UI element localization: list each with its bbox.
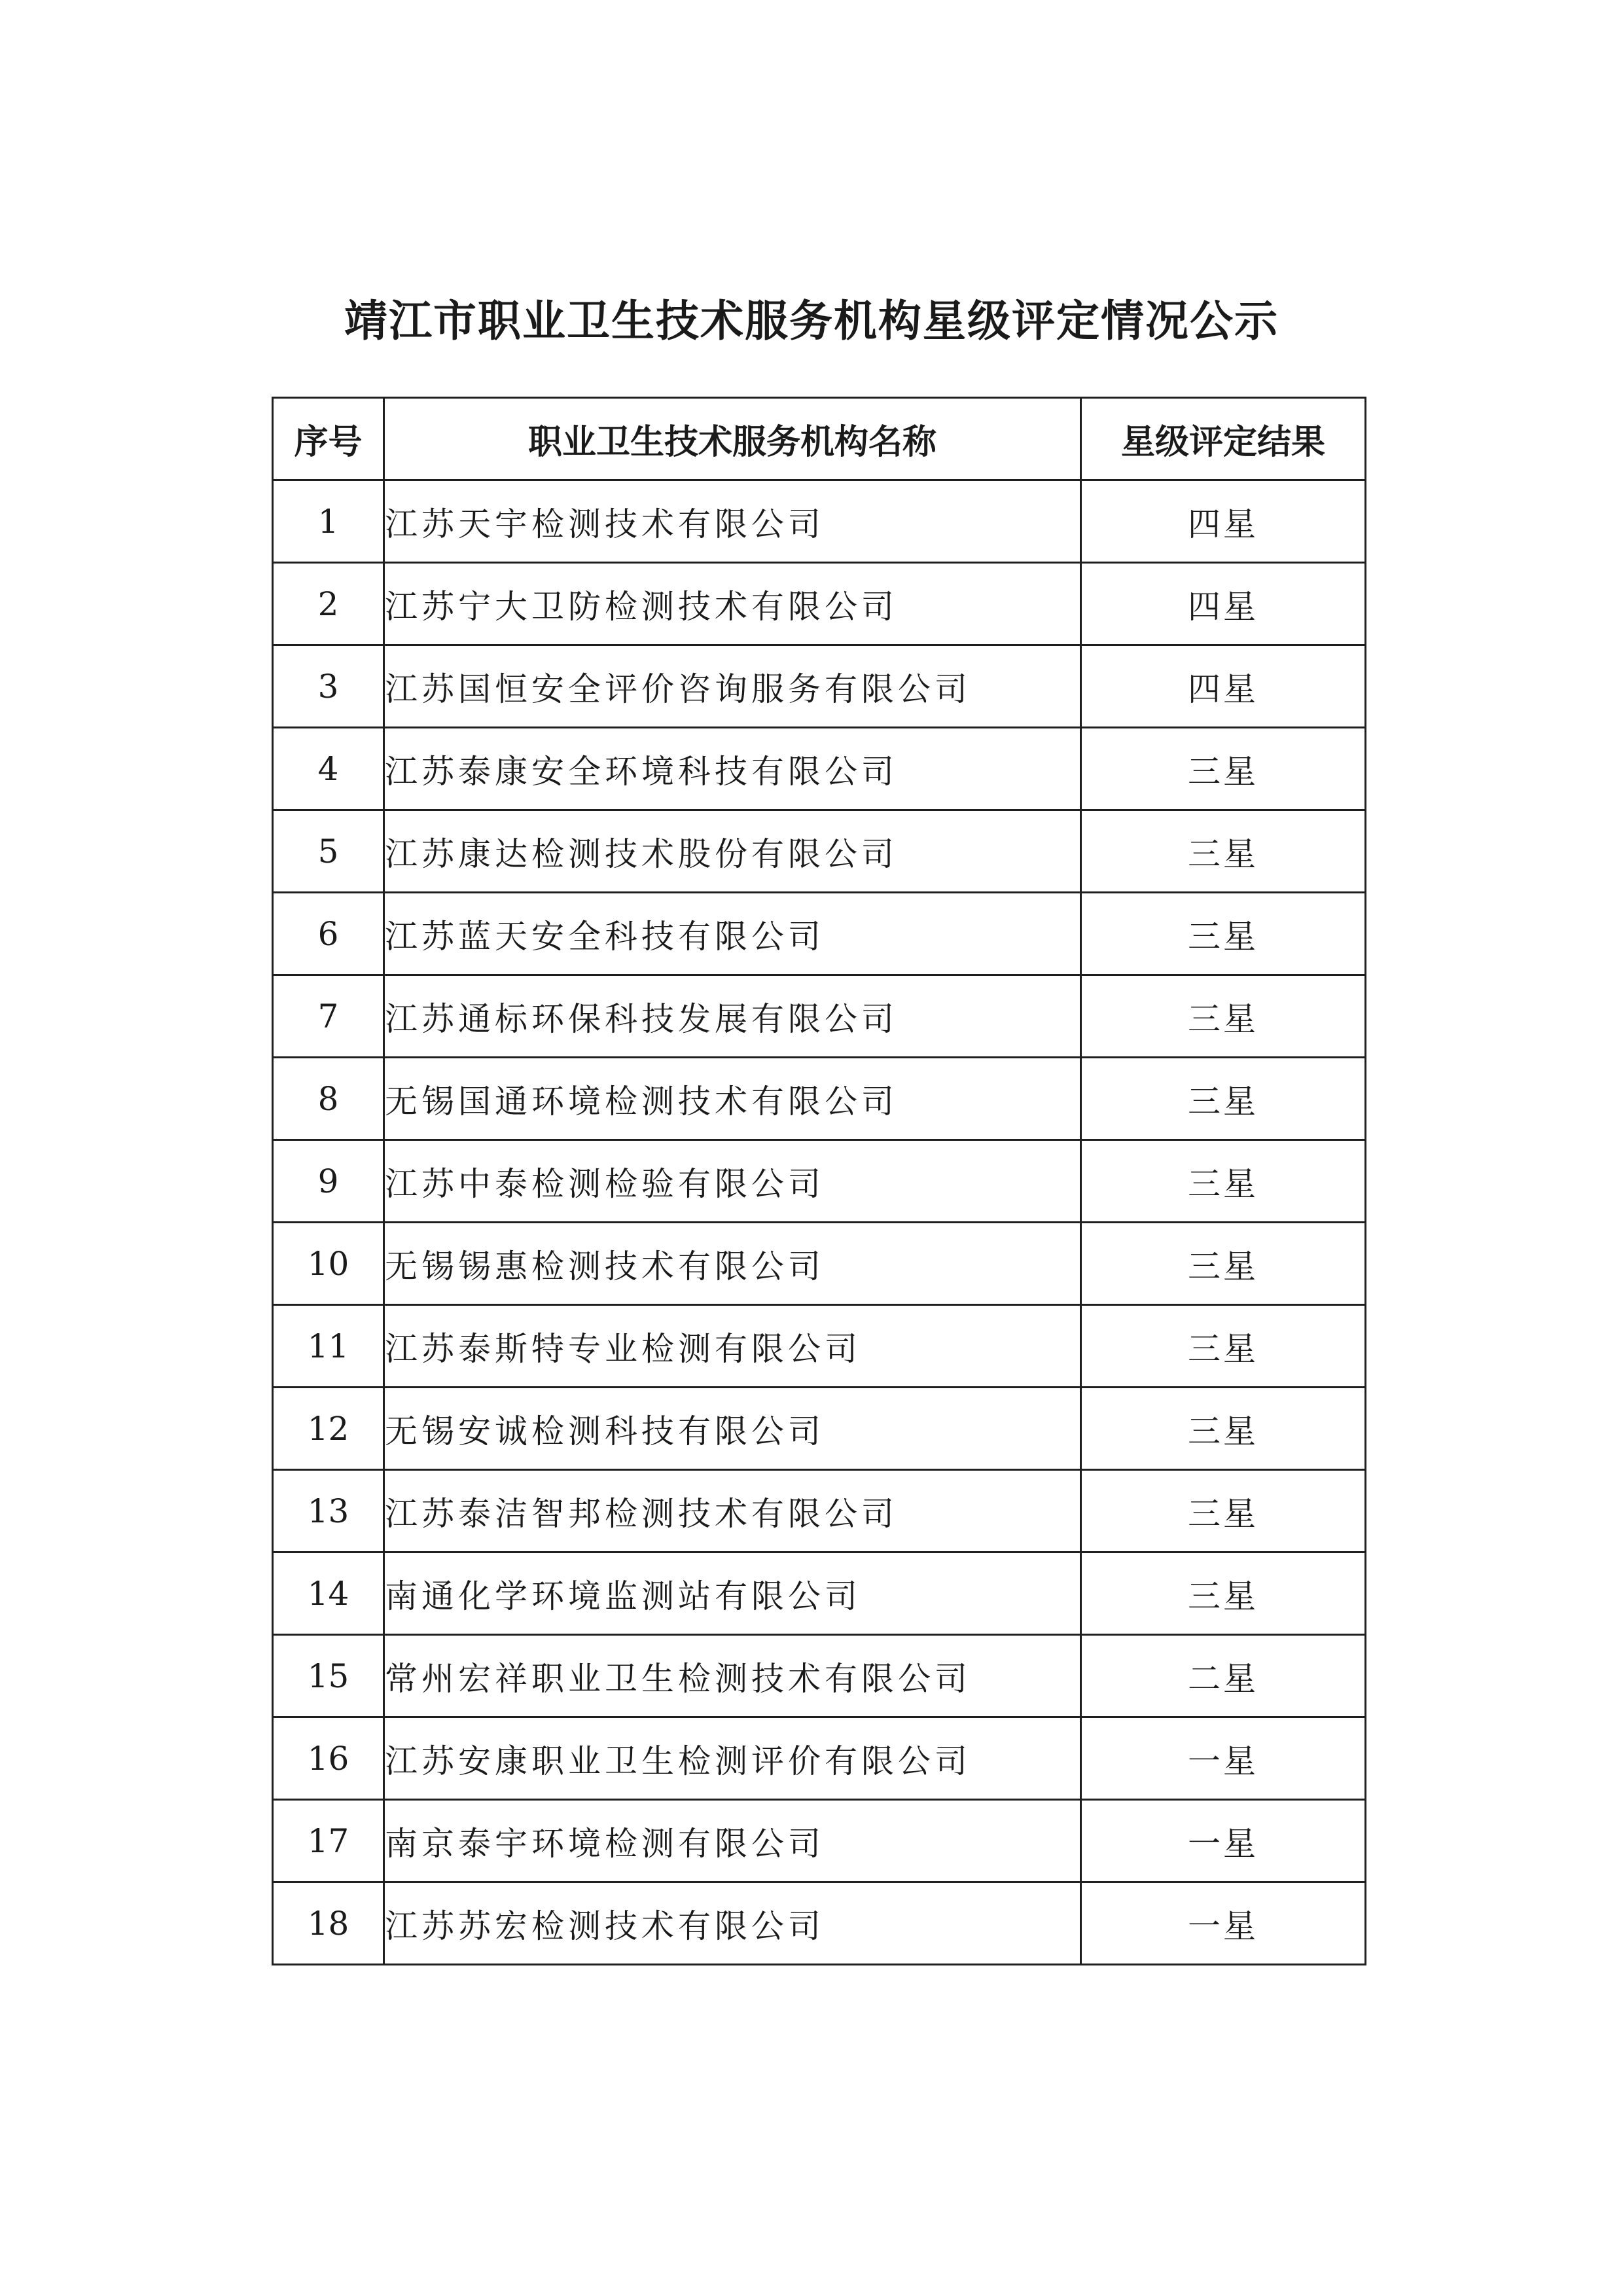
- star-rating-cell: 三星: [1081, 1058, 1366, 1140]
- table-row: [273, 480, 1366, 563]
- institution-name-cell: 常州宏祥职业卫生检测技术有限公司: [384, 1635, 1081, 1717]
- star-rating-cell: 三星: [1081, 1140, 1366, 1223]
- star-rating-cell: 三星: [1081, 810, 1366, 893]
- table-row: [273, 975, 1366, 1058]
- star-rating-cell: 三星: [1081, 1470, 1366, 1552]
- serial-number-cell: 6: [273, 893, 384, 975]
- table-row: [273, 1140, 1366, 1223]
- table-row: [273, 645, 1366, 728]
- serial-number-cell: 18: [273, 1882, 384, 1965]
- serial-number-cell: 14: [273, 1552, 384, 1635]
- star-rating-cell: 三星: [1081, 1223, 1366, 1305]
- table-row: [273, 563, 1366, 645]
- table-row: [273, 810, 1366, 893]
- serial-number-cell: 5: [273, 810, 384, 893]
- table-row: [273, 1388, 1366, 1470]
- institution-name-cell: 江苏中泰检测检验有限公司: [384, 1140, 1081, 1223]
- institution-name-cell: 江苏泰斯特专业检测有限公司: [384, 1305, 1081, 1388]
- star-rating-cell: 四星: [1081, 645, 1366, 728]
- star-rating-cell: 三星: [1081, 1552, 1366, 1635]
- star-rating-cell: 三星: [1081, 1305, 1366, 1388]
- institution-rating-table: [272, 397, 1366, 1965]
- institution-name-cell: 江苏天宇检测技术有限公司: [384, 480, 1081, 563]
- institution-name-cell: 江苏国恒安全评价咨询服务有限公司: [384, 645, 1081, 728]
- institution-name-cell: 江苏安康职业卫生检测评价有限公司: [384, 1717, 1081, 1800]
- star-rating-cell: 一星: [1081, 1882, 1366, 1965]
- institution-name-cell: 无锡国通环境检测技术有限公司: [384, 1058, 1081, 1140]
- table-row: [273, 1305, 1366, 1388]
- star-rating-cell: 三星: [1081, 728, 1366, 810]
- serial-number-cell: 17: [273, 1800, 384, 1882]
- star-rating-cell: 三星: [1081, 893, 1366, 975]
- table-row: [273, 1882, 1366, 1965]
- star-rating-cell: 一星: [1081, 1717, 1366, 1800]
- table-row: [273, 1470, 1366, 1552]
- serial-number-cell: 13: [273, 1470, 384, 1552]
- serial-number-cell: 1: [273, 480, 384, 563]
- serial-number-cell: 15: [273, 1635, 384, 1717]
- table-row: [273, 1800, 1366, 1882]
- table-row: [273, 893, 1366, 975]
- institution-name-cell: 江苏康达检测技术股份有限公司: [384, 810, 1081, 893]
- header-star-rating: 星级评定结果: [1081, 398, 1366, 480]
- table-row: [273, 1058, 1366, 1140]
- institution-name-cell: 江苏泰康安全环境科技有限公司: [384, 728, 1081, 810]
- institution-name-cell: 江苏蓝天安全科技有限公司: [384, 893, 1081, 975]
- serial-number-cell: 9: [273, 1140, 384, 1223]
- serial-number-cell: 11: [273, 1305, 384, 1388]
- institution-name-cell: 无锡锡惠检测技术有限公司: [384, 1223, 1081, 1305]
- serial-number-cell: 3: [273, 645, 384, 728]
- star-rating-cell: 四星: [1081, 563, 1366, 645]
- star-rating-cell: 四星: [1081, 480, 1366, 563]
- institution-name-cell: 江苏泰洁智邦检测技术有限公司: [384, 1470, 1081, 1552]
- star-rating-cell: 二星: [1081, 1635, 1366, 1717]
- serial-number-cell: 7: [273, 975, 384, 1058]
- serial-number-cell: 16: [273, 1717, 384, 1800]
- institution-name-cell: 江苏通标环保科技发展有限公司: [384, 975, 1081, 1058]
- star-rating-cell: 三星: [1081, 975, 1366, 1058]
- institution-name-cell: 南通化学环境监测站有限公司: [384, 1552, 1081, 1635]
- serial-number-cell: 12: [273, 1388, 384, 1470]
- institution-name-cell: 无锡安诚检测科技有限公司: [384, 1388, 1081, 1470]
- table-row: [273, 1223, 1366, 1305]
- header-serial-number: 序号: [273, 398, 384, 480]
- table-row: [273, 1635, 1366, 1717]
- institution-name-cell: 南京泰宇环境检测有限公司: [384, 1800, 1081, 1882]
- institution-name-cell: 江苏宁大卫防检测技术有限公司: [384, 563, 1081, 645]
- institution-name-cell: 江苏苏宏检测技术有限公司: [384, 1882, 1081, 1965]
- table-header-row: [273, 398, 1366, 480]
- star-rating-cell: 一星: [1081, 1800, 1366, 1882]
- table-row: [273, 728, 1366, 810]
- serial-number-cell: 4: [273, 728, 384, 810]
- star-rating-cell: 三星: [1081, 1388, 1366, 1470]
- page-title: 靖江市职业卫生技术服务机构星级评定情况公示: [344, 295, 1279, 346]
- table-row: [273, 1552, 1366, 1635]
- serial-number-cell: 10: [273, 1223, 384, 1305]
- table-row: [273, 1717, 1366, 1800]
- table-body: [273, 480, 1366, 1965]
- header-institution-name: 职业卫生技术服务机构名称: [384, 398, 1081, 480]
- serial-number-cell: 8: [273, 1058, 384, 1140]
- serial-number-cell: 2: [273, 563, 384, 645]
